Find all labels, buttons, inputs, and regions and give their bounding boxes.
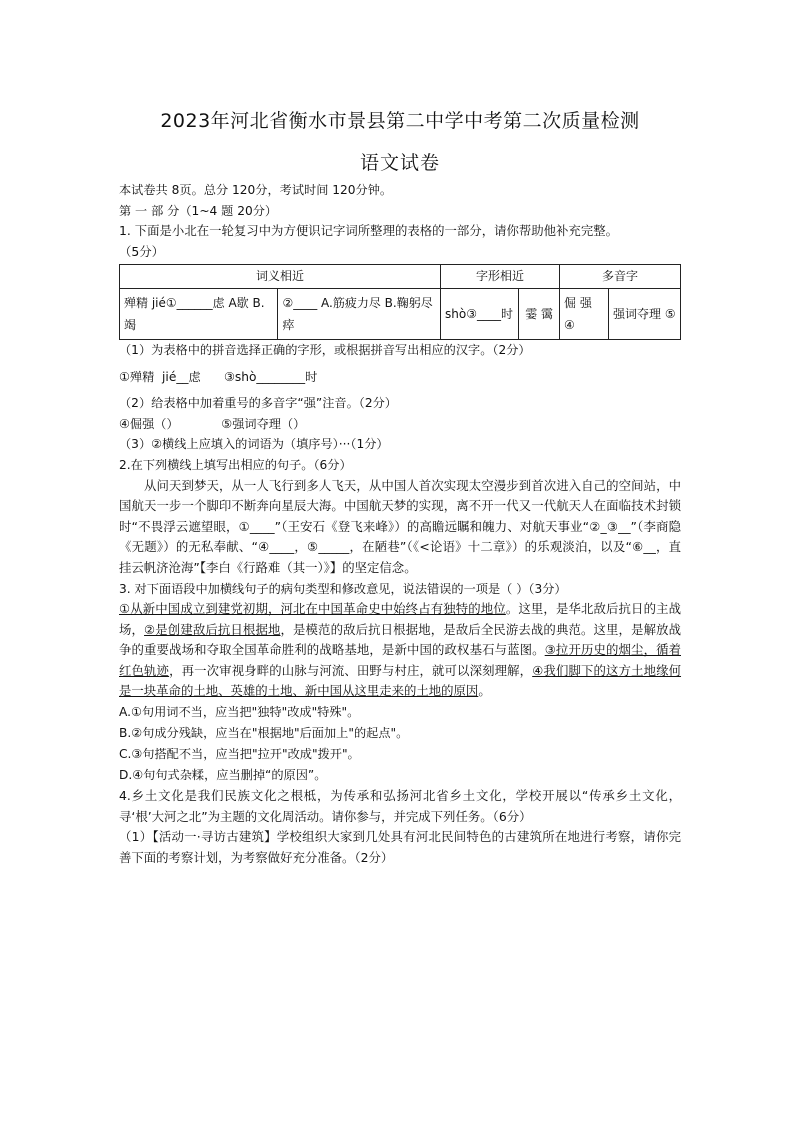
question-3-passage (119, 599, 681, 702)
q3-option-c: C.③句搭配不当，应当把"拉开"改成"拨开"。 (119, 747, 360, 762)
underlined-sentence-4: ④我们脚下的这方土地缘何是一块革命的土地、英雄的土地、新中国从这里走来的土地的原因 (119, 662, 682, 699)
question-1-text: 1. 下面是小北在一轮复习中为方便识记字词所整理的表格的一部分，请你帮助他补充完整。 (119, 223, 618, 239)
question-2-passage: 从问天到梦天，从一人飞行到多人飞天，从中国人首次实现太空漫步到首次进入自己的空间站，中国航天一步一个脚印不断奔向星辰大海。中国航天梦的实现，离不开一代又一代航天人在面临技术封锁时“不畏浮云遮望眼，①____”（王安石《登飞来峰》）的高瞻远瞩和魄力、对航天事业“②_③__”（李商隐《无题》）的无私奉献、“④____，⑤_____，在陋巷”（《<论语》十二章》）的乐观淡泊，以及“⑥__，直挂云帆济沧海”【李白《行路难（其一）》】的坚定信念。 (119, 477, 681, 575)
page-title: 2023年河北省衡水市景县第二中学中考第二次质量检测 (160, 110, 640, 132)
vocab-table (119, 264, 681, 340)
underlined-sentence-1: ①从新中国成立到建党初期，河北在中国革命史中始终占有独特的地位 (119, 601, 506, 617)
table-cell-shi: shò③____时 (441, 288, 519, 339)
q3-option-d: D.④句句式杂糅，应当删掉“的原因”。 (119, 768, 327, 783)
passage-text-1: 。这里，是华北敌后抗日的主战场， (119, 601, 682, 637)
q3-option-b: B.②句成分残缺，应当在"根据地"后面加上"的起点"。 (119, 726, 409, 741)
q1-sub2-answer: ④倔强（） ⑤强词夺理（） (119, 416, 306, 431)
table-cell-qiangci: 强词夺理 ⑤ (609, 288, 681, 339)
q3-option-a: A.①句用词不当，应当把"独特"改成"特殊"。 (119, 705, 360, 720)
question-2-stem: 2.在下列横线上填写出相应的句子。（6分） (119, 457, 352, 472)
table-header-meaning: 词义相近 (120, 265, 441, 289)
q1-sub1-answer: ①殚精 jié__虑 ③shò________时 (119, 369, 318, 384)
q1-sub1: （1）为表格中的拼音选择正确的字形，或根据拼音写出相应的汉字。（2分） (119, 342, 531, 357)
passage-text-3: ，再一次审视身畔的山脉与河流、田野与村庄，就可以深刻理解， (169, 662, 533, 678)
question-4-stem: 4.乡土文化是我们民族文化之根柢，为传承和弘扬河北省乡土文化，学校开展以“传承乡土文化，寻‘根’大河之北”为主题的文化周活动。请你参与，并完成下列任务。（6分） (119, 788, 681, 824)
q4-sub1: （1）【活动一·寻访古建筑】学校组织大家到几处具有河北民间特色的古建筑所在地进行考察，请你完善下面的考察计划，为考察做好充分准备。（2分） (119, 829, 681, 865)
underlined-sentence-3: ③拉开历史的烟尘，循着红色轨迹 (119, 642, 681, 678)
passage-text-2: ，是模范的敌后抗日根据地，是敌后全民游去战的典范。这里，是解放战争的重要战场和夺取全国革命胜利的战略基地，是新中国的政权基石与蓝图。 (119, 621, 682, 658)
page-subtitle: 语文试卷 (359, 152, 440, 174)
question-3-stem: 3. 对下面语段中加横线句子的病句类型和修改意见，说法错误的一项是（ ）（3分） (119, 581, 567, 596)
table-cell-sha-ai: 霎 霭 (519, 288, 560, 339)
table-cell-jie: 殚精 jié①______虑 A歇 B.竭 (120, 288, 278, 339)
passage-text-4: 。 (478, 683, 491, 699)
part-heading: 第 一 部 分（1~4 题 20分） (119, 203, 278, 218)
table-header-shape: 字形相近 (441, 265, 560, 289)
table-cell-juejiang: 倔 强 ④ (560, 288, 609, 339)
q1-sub3: （3）②横线上应填入的词语为（填序号）···（1分） (119, 437, 389, 452)
table-header-polyphone: 多音字 (560, 265, 681, 289)
table-cell-blank2: ②____ A.筋疲力尽 B.鞠躬尽瘁 (278, 288, 441, 339)
question-1-stem (119, 221, 681, 262)
underlined-sentence-2: ②是创建敌后抗日根据地 (144, 621, 281, 637)
q1-sub2: （2）给表格中加着重号的多音字“强”注音。（2分） (119, 396, 397, 411)
exam-body (119, 180, 681, 868)
question-1-score: （5分） (119, 243, 165, 259)
exam-note: 本试卷共 8页。总分 120分，考试时间 120分钟。 (119, 183, 393, 197)
